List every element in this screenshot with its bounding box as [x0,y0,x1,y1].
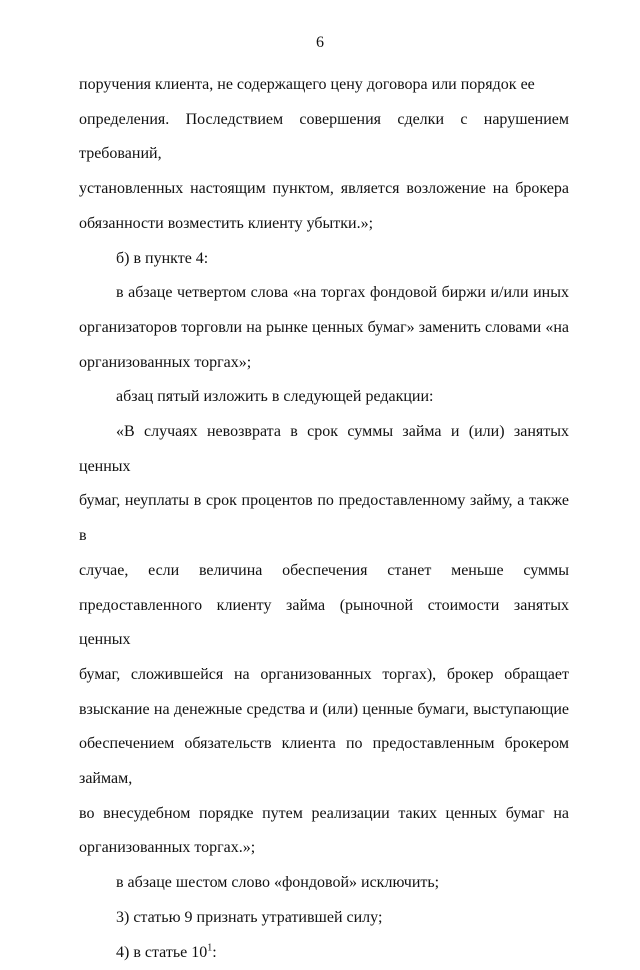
text-line: предоставленного клиенту займа (рыночной стоимости занятых ценных [79,596,569,649]
paragraph [79,866,569,901]
text-line: во внесудебном порядке путем реализации таких ценных бумаг на [79,804,569,822]
paragraph [79,658,569,693]
page-number: 6 [316,34,324,51]
paragraph [79,797,569,832]
paragraph [79,207,569,242]
text-line: организованных торгах»; [79,353,252,371]
text-line: абзац пятый изложить в следующей редакции: [116,388,434,406]
paragraph [79,831,569,866]
superscript: 1 [207,942,213,954]
text-line: бумаг, сложившейся на организованных торгах), брокер обращает [79,665,569,683]
paragraph [79,415,569,484]
paragraph [79,242,569,277]
paragraph [79,554,569,589]
text-line: организованных торгах.»; [79,839,256,857]
paragraph [79,172,569,207]
text-line: в абзаце шестом слово «фондовой» исключить; [116,874,440,892]
text-line: «В случаях невозврата в срок суммы займа и (или) занятых ценных [79,423,569,475]
paragraph [79,311,569,346]
document-body [79,68,569,970]
text-line: 3) статью 9 признать утратившей силу; [116,908,383,926]
text-line: случае, если величина обеспечения станет меньше суммы [79,561,569,579]
text-line: б) в пункте 4: [116,249,209,267]
paragraph [79,589,569,658]
paragraph [79,346,569,381]
text-line: установленных настоящим пунктом, является возложение на брокера [79,180,569,198]
paragraph [79,68,569,103]
paragraph [79,693,569,728]
text-line: взыскание на денежные средства и (или) ценные бумаги, выступающие [79,700,569,718]
text-line: в абзаце четвертом слова «на торгах фондовой биржи и/или иных [116,284,569,302]
paragraph [79,484,569,553]
text-line: поручения клиента, не содержащего цену договора или порядок ее [79,76,535,93]
text-line: определения. Последствием совершения сделки с нарушением требований, [79,110,569,163]
paragraph [79,103,569,172]
text-line: обеспечением обязательств клиента по предоставленным брокером займам, [79,735,569,788]
paragraph [79,936,569,970]
paragraph [79,901,569,936]
text-line: 4) в статье 10 [116,943,208,961]
text-line: организаторов торговли на рынке ценных бумаг» заменить словами «на [79,318,569,336]
paragraph [79,380,569,415]
paragraph [79,727,569,796]
text-suffix: : [212,943,217,961]
text-line: бумаг, неуплаты в срок процентов по предоставленному займу, а также в [79,492,569,545]
text-line: обязанности возместить клиенту убытки.»; [79,214,374,232]
paragraph [79,276,569,311]
